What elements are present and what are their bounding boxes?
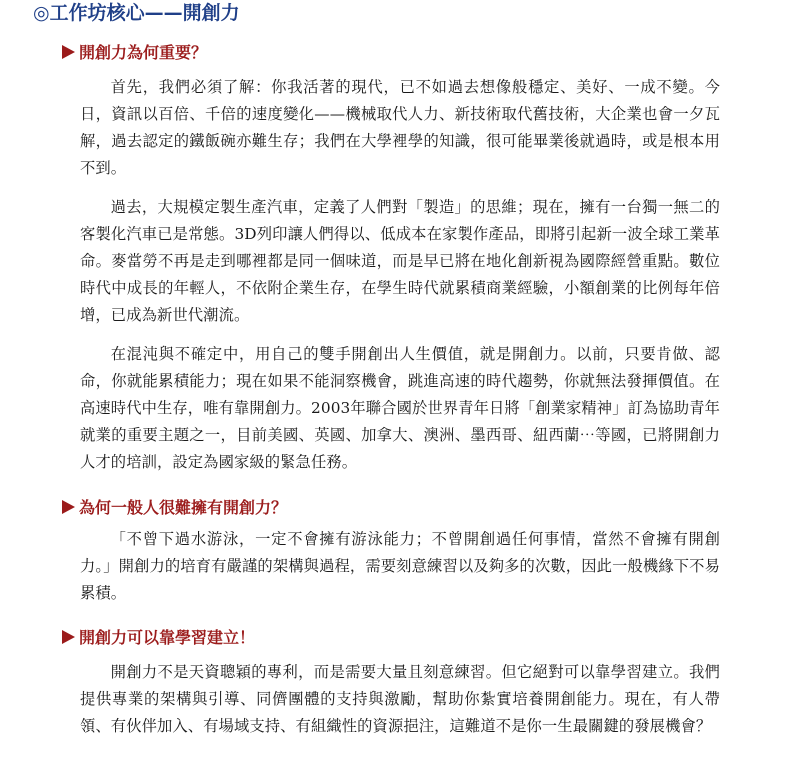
section-heading-label: 開創力為何重要？ xyxy=(79,43,208,62)
paragraph: 過去，大規模定製生產汽車，定義了人們對「製造」的思維；現在，擁有一台獨一無二的客製化汽車已是常態。3D列印讓人們得以、低成本在家製作產品，即將引起新一波全球工業革命。麥當勞不再是走到哪裡都是同一個味道，而是早已將在地化創新視為國際經營重點。數位時代中成長的年輕人，不依附企業生存，在學生時代就累積商業經驗，小額創業的比例每年倍增，已成為新世代潮流。 xyxy=(80,198,720,324)
paragraph: 首先，我們必須了解：你我活著的現代，已不如過去想像般穩定、美好、一成不變。今日，資訊以百倍、千倍的速度變化——機械取代人力、新技術取代舊技術，大企業也會一夕瓦解，過去認定的鐵飯碗亦難生存；我們在大學裡學的知識，很可能畢業後就過時，或是根本用不到。 xyxy=(80,78,720,177)
section-heading-label: 開創力可以靠學習建立！ xyxy=(79,628,256,647)
paragraph: 開創力不是天資聰穎的專利，而是需要大量且刻意練習。但它絕對可以靠學習建立。我們提供專業的架構與引導、同儕團體的支持與激勵，幫助你紮實培養開創能力。現在，有人帶領、有伙伴加入、有場域支持、有組織性的資源挹注，這難道不是你一生最關鍵的發展機會？ xyxy=(80,663,720,735)
paragraph: 「不曾下過水游泳，一定不會擁有游泳能力；不曾開創過任何事情，當然不會擁有開創力。」開創力的培育有嚴謹的架構與過程，需要刻意練習以及夠多的次數，因此一般機緣下不易累積。 xyxy=(80,530,720,602)
section-heading-label: 為何一般人很難擁有開創力？ xyxy=(79,498,288,517)
section-heading-can-learn xyxy=(62,628,255,648)
page-title: ◎工作坊核心——開創力 xyxy=(33,2,240,24)
right-triangle-icon xyxy=(62,630,75,644)
section-heading-why-hard xyxy=(62,498,287,518)
section-heading-why-important xyxy=(62,43,207,63)
right-triangle-icon xyxy=(62,500,75,514)
paragraph: 在混沌與不確定中，用自己的雙手開創出人生價值，就是開創力。以前，只要肯做、認命，你就能累積能力；現在如果不能洞察機會，跳進高速的時代趨勢，你就無法發揮價值。在高速時代中生存，唯有靠開創力。2003年聯合國於世界青年日將「創業家精神」訂為協助青年就業的重要主題之一，目前美國、英國、加拿大、澳洲、墨西哥、紐西蘭⋯等國，已將開創力人才的培訓，設定為國家級的緊急任務。 xyxy=(80,345,720,471)
right-triangle-icon xyxy=(62,45,75,59)
